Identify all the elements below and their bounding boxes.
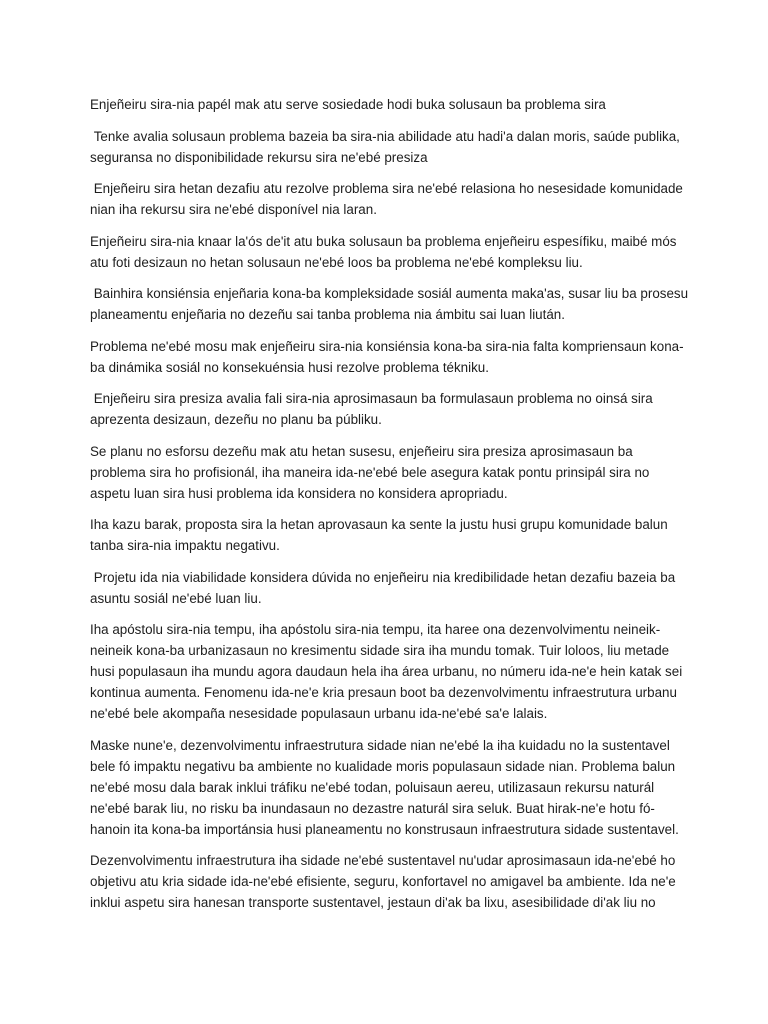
paragraph-8: Se planu no esforsu dezeñu mak atu hetan susesu, enjeñeiru sira presiza aprosimasaun ba problema sira ho profisionál, iha maneira ida-ne'ebé bele asegura katak pontu prinsipál sira no aspetu luan sira husi problema ida konsidera no konsidera apropriadu. <box>90 443 654 501</box>
paragraph-13: Dezenvolvimentu infraestrutura iha sidade ne'ebé sustentavel nu'udar aprosimasaun ida-ne'ebé ho objetivu atu kria sidade ida-ne'ebé efisiente, seguru, konfortavel no amigavel ba ambiente. Ida ne'e inklui aspetu sira hanesan transporte sustentavel, jestaun di'ak ba lixu, asesibilidade di'ak liu no <box>90 853 680 910</box>
paragraph-10: Projetu ida nia viabilidade konsidera dúvida no enjeñeiru nia kredibilidade hetan dezafiu bazeia ba asuntu sosiál ne'ebé luan liu. <box>90 569 679 606</box>
paragraph-1: Enjeñeiru sira-nia papél mak atu serve sosiedade hodi buka solusaun ba problema sira <box>90 97 606 112</box>
paragraph-9: Iha kazu barak, proposta sira la hetan aprovasaun ka sente la justu husi grupu komunidade balun tanba sira-nia impaktu negativu. <box>90 517 672 553</box>
paragraph-3: Enjeñeiru sira hetan dezafiu atu rezolve problema sira ne'ebé relasiona ho nesesidade komunidade nian iha rekursu sira ne'ebé disponível nia laran. <box>90 181 687 217</box>
paragraph-6: Problema ne'ebé mosu mak enjeñeiru sira-nia konsiénsia kona-ba sira-nia falta kompriensaun kona-ba dinámika sosiál no konsekuénsia husi rezolve problema tékniku. <box>90 338 684 375</box>
document-body <box>90 94 690 924</box>
paragraph-12: Maske nune'e, dezenvolvimentu infraestrutura sidade nian ne'ebé la iha kuidadu no la sustentavel bele fó impaktu negativu ba ambiente no kualidade moris populasaun sidade nian. Problema balun ne'ebé mosu dala barak inklui tráfiku ne'ebé todan, poluisaun aereu, utilizasaun rekursu naturál ne'ebé barak liu, no risku ba inundasaun no dezastre naturál sira seluk. Buat hirak-ne'e hotu fó-hanoin ita kona-ba importánsia husi planeamentu no konstrusaun infraestrutura sidade sustentavel. <box>90 737 679 837</box>
paragraph-7: Enjeñeiru sira presiza avalia fali sira-nia aprosimasaun ba formulasaun problema no oinsá sira aprezenta desizaun, dezeñu no planu ba públiku. <box>90 391 657 427</box>
paragraph-5: Bainhira konsiénsia enjeñaria kona-ba kompleksidade sosiál aumenta maka'as, susar liu ba prosesu planeamentu enjeñaria no dezeñu sai tanba problema nia ámbitu sai luan liután. <box>90 286 692 322</box>
paragraph-4: Enjeñeiru sira-nia knaar la'ós de'it atu buka solusaun ba problema enjeñeiru espesífiku, maibé mós atu foti desizaun no hetan solusaun ne'ebé loos ba problema ne'ebé kompleksu liu. <box>90 233 681 270</box>
paragraph-2: Tenke avalia solusaun problema bazeia ba sira-nia abilidade atu hadi'a dalan moris, saúde publika, seguransa no disponibilidade rekursu sira ne'ebé presiza <box>90 128 684 165</box>
paragraph-11: Iha apóstolu sira-nia tempu, iha apóstolu sira-nia tempu, ita haree ona dezenvolvimentu neineik-neineik kona-ba urbanizasaun no kresimentu sidade sira iha mundu tomak. Tuir loloos, liu metade husi populasaun iha mundu agora daudaun hela iha área urbanu, no númeru ida-ne'e hein katak sei kontinua aumenta. Fenomenu ida-ne'e kria presaun boot ba dezenvolvimentu infraestrutura urbanu ne'ebé bele akompaña nesesidade populasaun urbanu ida-ne'ebé sa'e lalais. <box>90 622 686 721</box>
